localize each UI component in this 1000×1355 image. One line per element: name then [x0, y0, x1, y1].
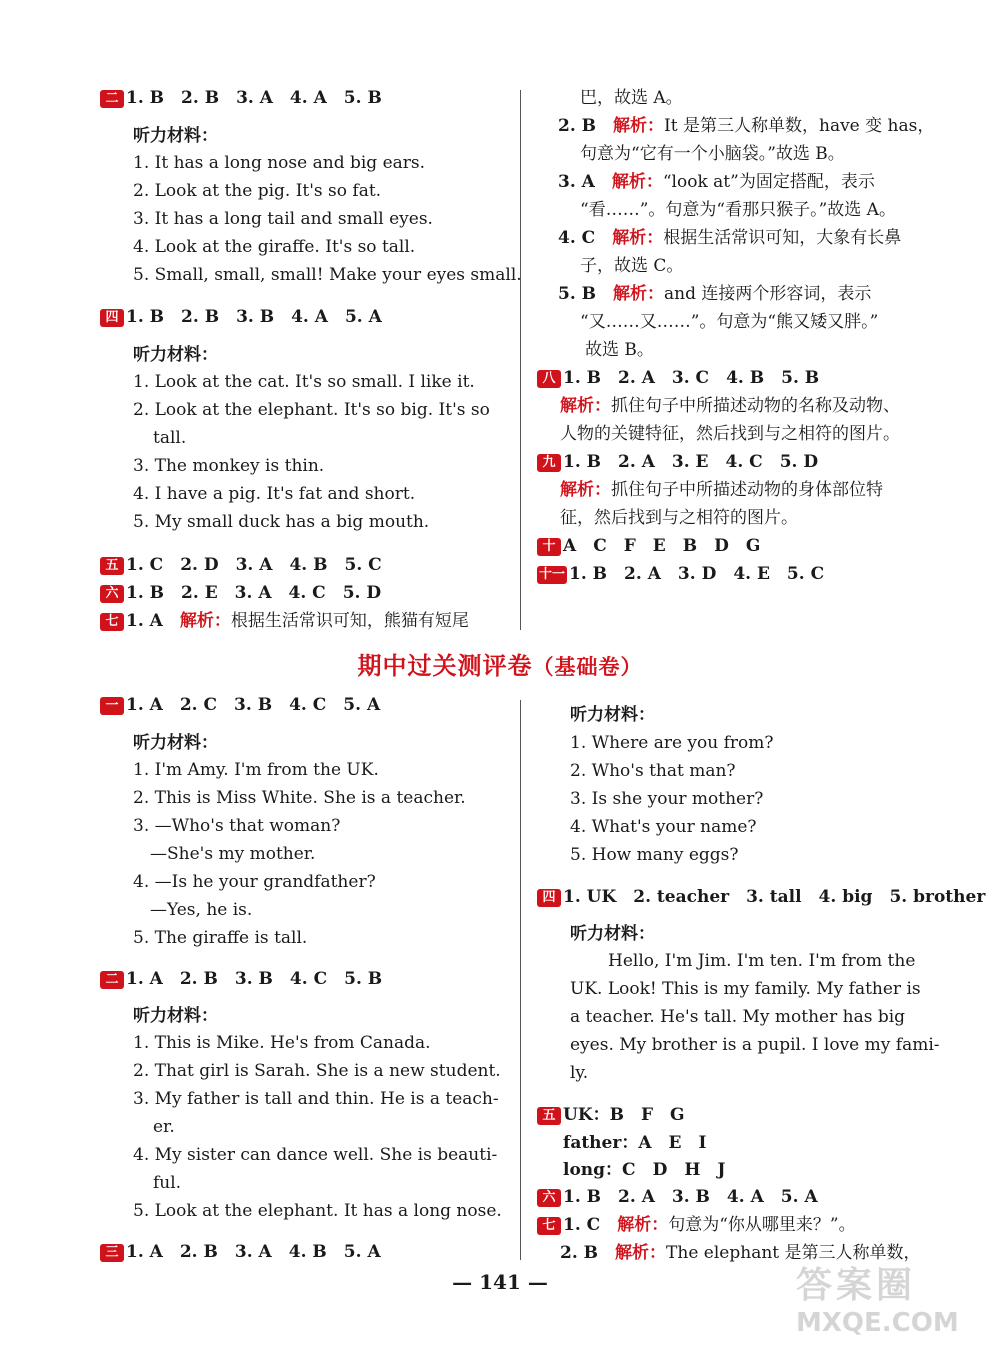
passage-line: UK. Look! This is my family. My father is: [570, 979, 921, 999]
listening-line: 1. Where are you from?: [570, 733, 774, 753]
page-number: — 141 —: [452, 1270, 548, 1294]
listening-line: 4. I have a pig. It's fat and short.: [133, 484, 416, 504]
section-badge: 一: [100, 697, 124, 715]
listening-line: 3. My father is tall and thin. He is a teach-: [133, 1089, 499, 1109]
answer-row-2: 二 1. A 2. B 3. B 4. C 5. B: [100, 967, 382, 991]
section-badge: 四: [537, 889, 561, 907]
listening-line: 1. It has a long nose and big ears.: [133, 153, 426, 173]
watermark: 答案圈 MXQE.COM: [796, 1265, 959, 1338]
explanation-line: 人物的关键特征，然后找到与之相符的图片。: [560, 424, 900, 444]
listening-line: 4. Look at the giraffe. It's so tall.: [133, 237, 416, 257]
answer-line: father：A E I: [563, 1133, 707, 1153]
listening-line: 3. The monkey is thin.: [133, 456, 325, 476]
answer-row-1: 一 1. A 2. C 3. B 4. C 5. A: [100, 693, 380, 717]
explanation-line: “看……”。句意为“看那只猴子。”故选 A。: [580, 200, 896, 220]
answer-row-3: 三 1. A 2. B 3. A 4. B 5. A: [100, 1240, 381, 1264]
listening-line: 5. The giraffe is tall.: [133, 928, 308, 948]
section-badge: 十: [537, 538, 561, 556]
listening-label: 听力材料：: [570, 924, 655, 944]
listening-line: 5. My small duck has a big mouth.: [133, 512, 430, 532]
listening-line: 2. Who's that man?: [570, 761, 736, 781]
listening-line: tall.: [153, 428, 187, 448]
answer-row-10: 十 A C F E B D G: [537, 534, 760, 558]
listening-line: 5. Small, small, small! Make your eyes small.: [133, 265, 522, 285]
answer-line: long：C D H J: [563, 1160, 726, 1180]
listening-line: 2. This is Miss White. She is a teacher.: [133, 788, 466, 808]
column-divider-top: [520, 90, 521, 630]
section-badge: 七: [537, 1217, 561, 1235]
listening-label: 听力材料：: [133, 126, 218, 146]
explanation-line: 2. B 解析：The elephant 是第三人称单数，: [560, 1243, 921, 1263]
section-badge: 六: [537, 1189, 561, 1207]
section-badge: 四: [100, 309, 124, 327]
section-badge: 二: [100, 90, 124, 108]
explanation-line: 5. B 解析：and 连接两个形容词，表示: [558, 284, 872, 304]
listening-line: —Yes, he is.: [133, 900, 253, 920]
answer-row-5: 五 1. C 2. D 3. A 4. B 5. C: [100, 553, 382, 577]
listening-line: 5. Look at the elephant. It has a long nose.: [133, 1201, 502, 1221]
answer-row-4: 四 1. B 2. B 3. B 4. A 5. A: [100, 305, 382, 329]
explanation-line: 解析：抓住句子中所描述动物的身体部位特: [560, 480, 883, 500]
passage-line: a teacher. He's tall. My mother has big: [570, 1007, 906, 1027]
answer-row-2: 二 1. B 2. B 3. A 4. A 5. B: [100, 86, 382, 110]
answer-row-4: 四 1. UK 2. teacher 3. tall 4. big 5. brother: [537, 885, 985, 909]
listening-line: 1. This is Mike. He's from Canada.: [133, 1033, 431, 1053]
listening-line: 1. Look at the cat. It's so small. I like it.: [133, 372, 475, 392]
answer-row-7: 七 1. C 解析：句意为“你从哪里来？”。: [537, 1213, 856, 1237]
listening-line: 4. —Is he your grandfather?: [133, 872, 376, 892]
section-badge: 七: [100, 613, 124, 631]
listening-line: 1. I'm Amy. I'm from the UK.: [133, 760, 379, 780]
listening-line: 2. Look at the elephant. It's so big. It's so: [133, 400, 490, 420]
listening-label: 听力材料：: [133, 1006, 218, 1026]
section-badge: 九: [537, 454, 561, 472]
listening-line: 3. Is she your mother?: [570, 789, 764, 809]
explanation-line: 征，然后找到与之相符的图片。: [560, 508, 798, 528]
explanation-line: 4. C 解析：根据生活常识可知，大象有长鼻: [558, 228, 902, 248]
section-title: 期中过关测评卷（基础卷）: [357, 652, 643, 680]
section-badge: 五: [100, 557, 124, 575]
explanation-line: “又……又……”。句意为“熊又矮又胖。”: [580, 312, 879, 332]
passage-line: ly.: [570, 1063, 589, 1083]
listening-line: 5. How many eggs?: [570, 845, 739, 865]
listening-line: ful.: [153, 1173, 182, 1193]
listening-line: 4. My sister can dance well. She is beauti-: [133, 1145, 498, 1165]
column-divider-bottom: [520, 700, 521, 1260]
answer-row-9: 九 1. B 2. A 3. E 4. C 5. D: [537, 450, 818, 474]
listening-label: 听力材料：: [133, 345, 218, 365]
explanation-line: 3. A 解析：“look at”为固定搭配，表示: [558, 172, 875, 192]
answer-row-5: 五 UK：B F G: [537, 1103, 685, 1127]
section-badge: 三: [100, 1244, 124, 1262]
listening-line: er.: [153, 1117, 175, 1137]
answer-row-8: 八 1. B 2. A 3. C 4. B 5. B: [537, 366, 819, 390]
explanation-line: 2. B 解析：It 是第三人称单数，have 变 has，: [558, 116, 935, 136]
section-badge: 十一: [539, 567, 566, 582]
listening-line: 3. It has a long tail and small eyes.: [133, 209, 433, 229]
explanation-line: 故选 B。: [585, 340, 654, 360]
answer-row-11: 十一 1. B 2. A 3. D 4. E 5. C: [539, 564, 825, 584]
answer-row-6: 六 1. B 2. A 3. B 4. A 5. A: [537, 1185, 818, 1209]
explanation-line: 子，故选 C。: [580, 256, 684, 276]
listening-line: 4. What's your name?: [570, 817, 757, 837]
section-badge: 二: [100, 971, 124, 989]
passage-line: eyes. My brother is a pupil. I love my fami-: [570, 1035, 940, 1055]
listening-label: 听力材料：: [570, 705, 655, 725]
answer-row-7: 七 1. A 解析：根据生活常识可知，熊猫有短尾: [100, 609, 469, 633]
answer-row-6: 六 1. B 2. E 3. A 4. C 5. D: [100, 581, 381, 605]
section-badge: 六: [100, 585, 124, 603]
passage-line: Hello, I'm Jim. I'm ten. I'm from the: [608, 951, 916, 971]
listening-line: 2. That girl is Sarah. She is a new student.: [133, 1061, 501, 1081]
listening-line: 2. Look at the pig. It's so fat.: [133, 181, 382, 201]
listening-line: —She's my mother.: [133, 844, 316, 864]
explanation-line: 解析：抓住句子中所描述动物的名称及动物、: [560, 396, 900, 416]
explanation-continuation: 巴，故选 A。: [580, 88, 683, 108]
listening-line: 3. —Who's that woman?: [133, 816, 341, 836]
listening-label: 听力材料：: [133, 733, 218, 753]
explanation-line: 句意为“它有一个小脑袋。”故选 B。: [580, 144, 845, 164]
section-badge: 八: [537, 370, 561, 388]
section-badge: 五: [537, 1107, 561, 1125]
